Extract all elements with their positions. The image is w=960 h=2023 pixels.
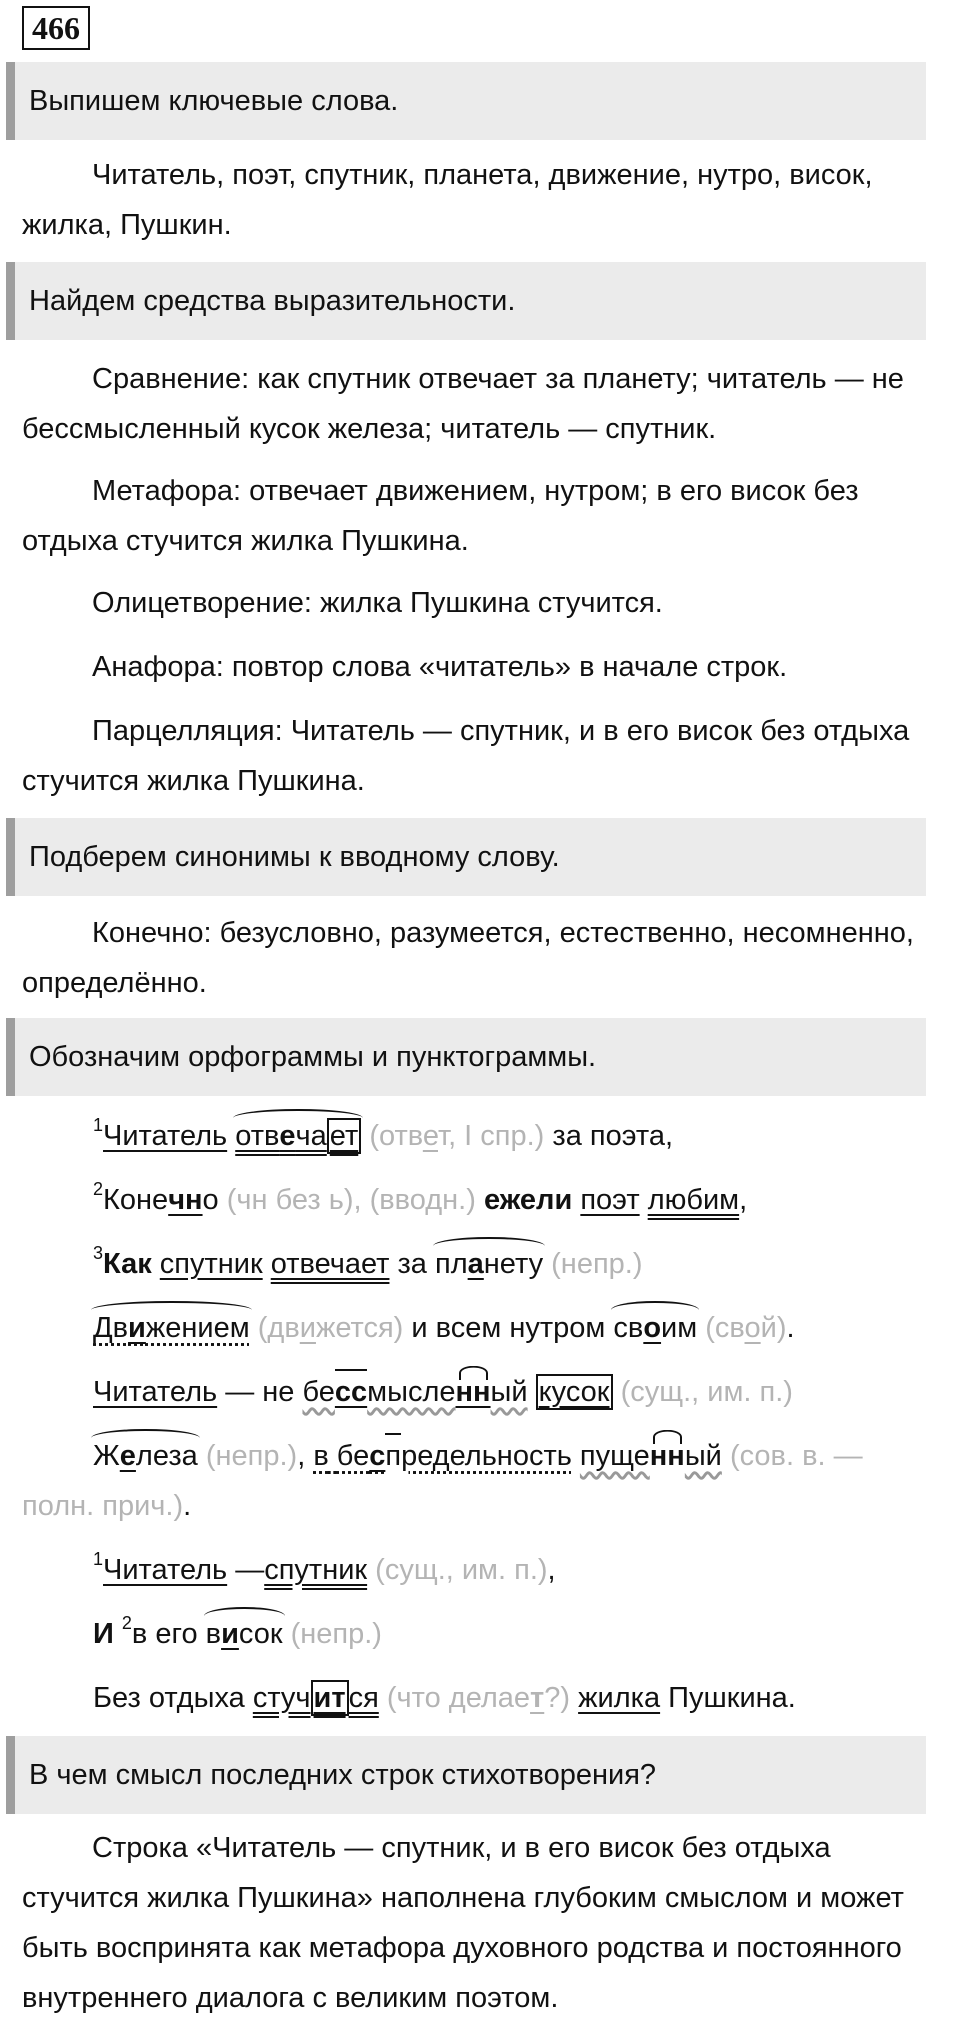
device-metaphor: Метафора: отвечает движением, нутром; в его висок без отдыха стучится жилка Пушкина. <box>22 475 859 557</box>
word-dvizheniem: Движением <box>93 1303 250 1353</box>
word-pushchenny: пущенный <box>580 1440 722 1472</box>
section-heading-meaning: В чем смысл последних строк стихотворения? <box>6 1736 926 1814</box>
section-heading-orthograms: Обозначим орфограммы и пунктограммы. <box>6 1018 926 1096</box>
analysis-line-1: $^1$Читатель отвеча ет (ответ, I спр.) за поэта, <box>93 1111 943 1161</box>
note-1: (ответ, I спр.) <box>369 1120 545 1152</box>
analysis-line-7: $^1$Читатель —спутник (сущ., им. п.), <box>93 1549 556 1586</box>
word-otvechaet: отвеча ет <box>235 1111 361 1161</box>
word-svoim: своим <box>613 1303 697 1353</box>
section-heading-devices: Найдем средства выразительности. <box>6 262 926 340</box>
device-anaphora: Анафора: повтор слова «читатель» в начале строк. <box>92 651 788 683</box>
analysis-line-4: Движением (движется) и всем нутром своим (свой). <box>93 1303 943 1353</box>
keywords-paragraph: Читатель, поэт, спутник, планета, движение, нутро, висок, жилка, Пушкин. <box>22 159 873 241</box>
analysis-line-6-continued: полн. прич.). <box>22 1490 192 1522</box>
analysis-line-6: Железа (непр.), в беспредельность пущенный (сов. в. — <box>93 1431 943 1481</box>
meaning-paragraph: Строка «Читатель — спутник, и в его висок без отдыха стучится жилка Пушкина» наполнена глубоким смыслом и может быть воспринята как метафора духовного родства и постоянного внутреннего диалога с великим поэтом. <box>22 1832 904 2014</box>
synonyms-paragraph: Конечно: безусловно, разумеется, естественно, несомненно, определённо. <box>22 917 914 999</box>
analysis-line-3: $^3$Как спутник отвечает за планету (непр.) <box>93 1239 943 1289</box>
task-number: 466 <box>22 6 90 50</box>
analysis-line-2: $^2$Конечно (чн без ь), (вводн.) ежели поэт любим, <box>93 1179 748 1216</box>
analysis-line-5: Читатель — не бессмысленный кусок (сущ., им. п.) <box>93 1367 943 1417</box>
word-stuchitsya: стуч ит ся <box>252 1682 379 1714</box>
word-bessmyslenny: бессмысленный <box>302 1376 527 1408</box>
device-parcellation: Парцелляция: Читатель — спутник, и в его висок без отдыха стучится жилка Пушкина. <box>22 715 910 797</box>
word-zheleza: Железа <box>93 1431 198 1481</box>
analysis-line-9: Без отдыха стуч ит ся (что делает?) жилка Пушкина. <box>93 1682 796 1714</box>
section-heading-synonyms: Подберем синонимы к вводному слову. <box>6 818 926 896</box>
section-heading-keywords: Выпишем ключевые слова. <box>6 62 926 140</box>
analysis-line-8: И $^2$в его висок (непр.) <box>93 1609 943 1659</box>
word-visok: висок <box>206 1609 283 1659</box>
word-bespredelnost: в беспредельность <box>313 1440 572 1472</box>
device-comparison: Сравнение: как спутник отвечает за планету; читатель — не бессмысленный кусок железа; читатель — спутник. <box>22 363 904 445</box>
word-planetu: планету <box>435 1239 543 1289</box>
device-personification: Олицетворение: жилка Пушкина стучится. <box>92 587 663 619</box>
